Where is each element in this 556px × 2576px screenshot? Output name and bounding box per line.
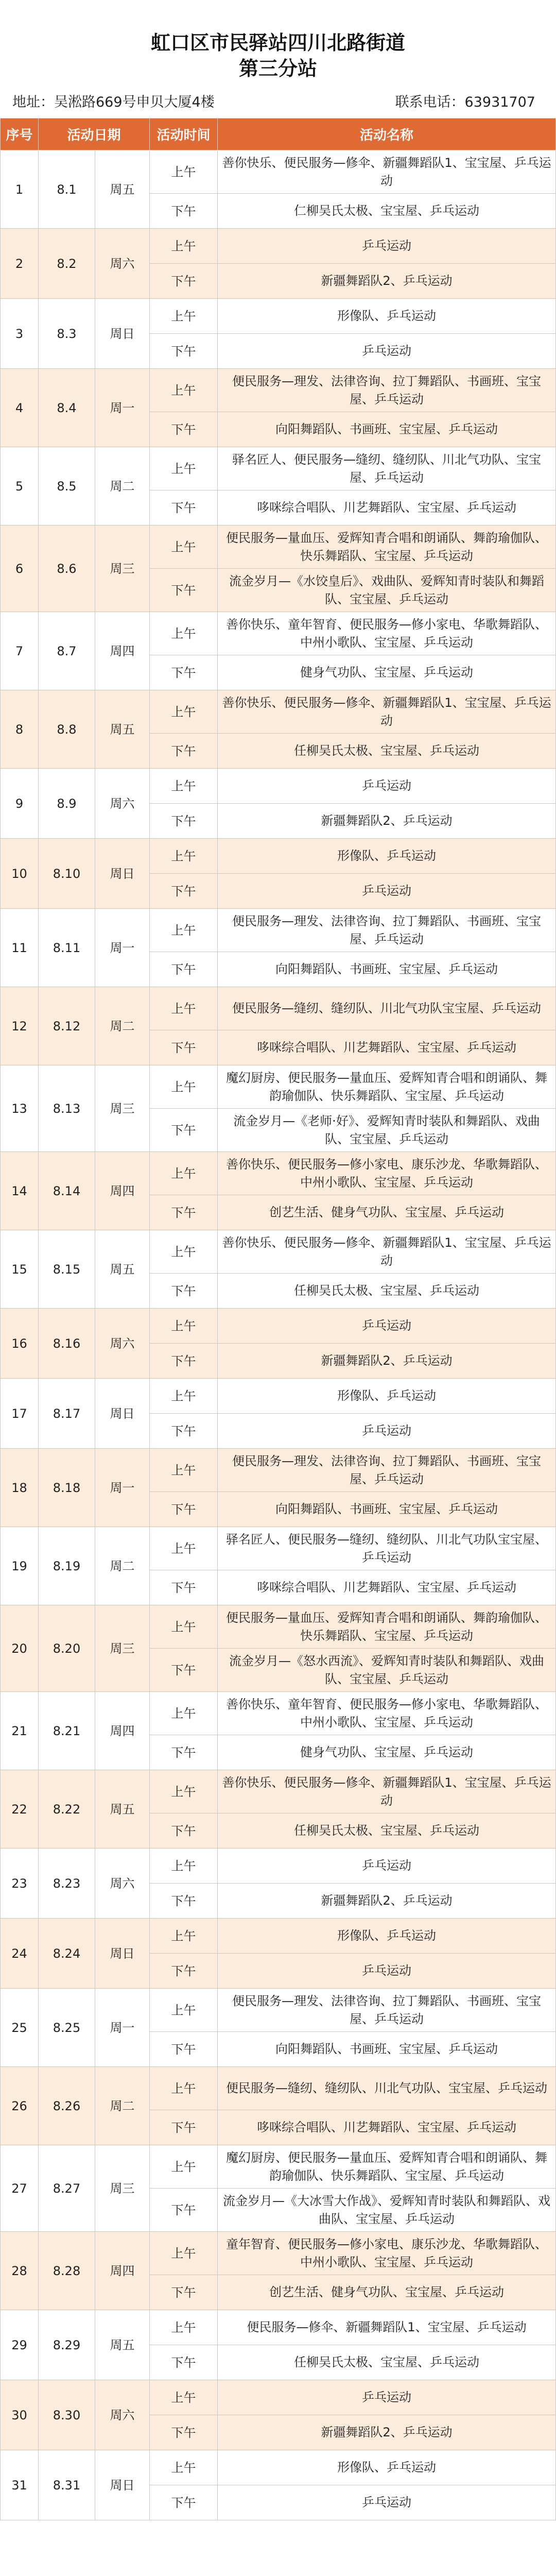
time-cell-am: 上午	[150, 2232, 218, 2275]
activity-cell-pm: 乒乓运动	[218, 874, 556, 909]
activity-cell-pm: 乒乓运动	[218, 1954, 556, 1989]
date-cell: 8.24	[39, 1919, 95, 1989]
no-cell: 7	[1, 612, 39, 690]
activity-cell-pm: 哆咪综合唱队、川艺舞蹈队、宝宝屋、乒乓运动	[218, 1030, 556, 1065]
time-cell-am: 上午	[150, 2450, 218, 2485]
date-cell: 8.14	[39, 1152, 95, 1230]
table-row	[1, 1770, 556, 1814]
activity-cell-am: 乒乓运动	[218, 1309, 556, 1344]
table-row	[1, 839, 556, 874]
table-row	[1, 769, 556, 804]
time-cell-am: 上午	[150, 526, 218, 569]
time-cell-pm: 下午	[150, 1344, 218, 1379]
activity-cell-am: 善你快乐、童年智育、便民服务—修小家电、华歌舞蹈队、中州小歌队、宝宝屋、乒乓运动	[218, 1692, 556, 1735]
activity-cell-pm: 新疆舞蹈队2、乒乓运动	[218, 1884, 556, 1919]
activity-cell-am: 便民服务—量血压、爱辉知青合唱和朗诵队、舞韵瑜伽队、快乐舞蹈队、宝宝屋、乒乓运动	[218, 1605, 556, 1649]
activity-cell-pm: 哆咪综合唱队、川艺舞蹈队、宝宝屋、乒乓运动	[218, 2110, 556, 2145]
time-cell-pm: 下午	[150, 952, 218, 987]
date-cell: 8.25	[39, 1989, 95, 2067]
time-cell-am: 上午	[150, 909, 218, 952]
no-cell: 17	[1, 1379, 39, 1449]
time-cell-am: 上午	[150, 2380, 218, 2415]
table-row	[1, 1692, 556, 1735]
activity-cell-am: 便民服务—理发、法律咨询、拉丁舞蹈队、书画班、宝宝屋、乒乓运动	[218, 909, 556, 952]
no-cell: 18	[1, 1449, 39, 1527]
date-cell: 8.9	[39, 769, 95, 839]
date-cell: 8.31	[39, 2450, 95, 2520]
weekday-cell: 周二	[95, 987, 150, 1065]
date-cell: 8.28	[39, 2232, 95, 2310]
date-cell: 8.19	[39, 1527, 95, 1605]
page-subtitle: 第三分站	[238, 57, 317, 80]
activity-cell-pm: 任柳吴氏太极、宝宝屋、乒乓运动	[218, 734, 556, 769]
no-cell: 6	[1, 526, 39, 612]
time-cell-am: 上午	[150, 2310, 218, 2345]
weekday-cell: 周二	[95, 1527, 150, 1605]
activity-cell-am: 善你快乐、便民服务—修伞、新疆舞蹈队1、宝宝屋、乒乓运动	[218, 150, 556, 194]
table-row	[1, 2380, 556, 2415]
info-bar	[0, 81, 556, 118]
activity-cell-pm: 健身气功队、宝宝屋、乒乓运动	[218, 1735, 556, 1770]
phone-text: 联系电话：63931707	[395, 94, 535, 110]
time-cell-am: 上午	[150, 447, 218, 490]
activity-cell-pm: 创艺生活、健身气功队、宝宝屋、乒乓运动	[218, 2275, 556, 2310]
activity-cell-pm: 任柳吴氏太极、宝宝屋、乒乓运动	[218, 1274, 556, 1309]
weekday-cell: 周五	[95, 1230, 150, 1309]
time-cell-pm: 下午	[150, 1109, 218, 1152]
time-cell-pm: 下午	[150, 1884, 218, 1919]
no-cell: 4	[1, 369, 39, 447]
weekday-cell: 周六	[95, 1849, 150, 1919]
time-cell-pm: 下午	[150, 490, 218, 526]
no-cell: 14	[1, 1152, 39, 1230]
activity-cell-am: 便民服务—理发、法律咨询、拉丁舞蹈队、书画班、宝宝屋、乒乓运动	[218, 369, 556, 412]
time-cell-pm: 下午	[150, 264, 218, 299]
activity-cell-pm: 流金岁月—《水饺皇后》、戏曲队、爱辉知青时装队和舞蹈队、宝宝屋、乒乓运动	[218, 569, 556, 612]
activity-cell-am: 形像队、乒乓运动	[218, 2450, 556, 2485]
weekday-cell: 周四	[95, 1152, 150, 1230]
weekday-cell: 周日	[95, 839, 150, 909]
no-cell: 8	[1, 690, 39, 769]
weekday-cell: 周二	[95, 447, 150, 526]
weekday-cell: 周一	[95, 909, 150, 987]
date-cell: 8.26	[39, 2067, 95, 2145]
table-row	[1, 1230, 556, 1274]
time-cell-pm: 下午	[150, 655, 218, 690]
no-cell: 1	[1, 150, 39, 229]
table-row	[1, 690, 556, 734]
table-row	[1, 150, 556, 194]
date-cell: 8.27	[39, 2145, 95, 2232]
weekday-cell: 周四	[95, 612, 150, 690]
activity-cell-am: 便民服务—修伞、新疆舞蹈队1、宝宝屋、乒乓运动	[218, 2310, 556, 2345]
activity-cell-am: 乒乓运动	[218, 769, 556, 804]
no-cell: 15	[1, 1230, 39, 1309]
table-row	[1, 1449, 556, 1492]
table-row	[1, 1849, 556, 1884]
time-cell-pm: 下午	[150, 734, 218, 769]
weekday-cell: 周日	[95, 299, 150, 369]
table-row	[1, 1379, 556, 1414]
time-cell-am: 上午	[150, 369, 218, 412]
activity-cell-am: 形像队、乒乓运动	[218, 839, 556, 874]
time-cell-pm: 下午	[150, 2345, 218, 2380]
activity-cell-am: 形像队、乒乓运动	[218, 299, 556, 334]
activity-cell-am: 便民服务—缝纫、缝纫队、川北气功队宝宝屋、乒乓运动	[218, 987, 556, 1030]
time-cell-pm: 下午	[150, 194, 218, 229]
table-row	[1, 1527, 556, 1570]
activity-cell-pm: 乒乓运动	[218, 334, 556, 369]
time-cell-am: 上午	[150, 1379, 218, 1414]
no-cell: 31	[1, 2450, 39, 2520]
table-row	[1, 909, 556, 952]
table-row	[1, 2145, 556, 2189]
date-cell: 8.2	[39, 229, 95, 299]
date-cell: 8.8	[39, 690, 95, 769]
date-cell: 8.29	[39, 2310, 95, 2380]
time-cell-pm: 下午	[150, 874, 218, 909]
table-row	[1, 447, 556, 490]
activity-cell-am: 善你快乐、便民服务—修小家电、康乐沙龙、华歌舞蹈队、中州小歌队、宝宝屋、乒乓运动	[218, 1152, 556, 1195]
weekday-cell: 周日	[95, 1919, 150, 1989]
date-cell: 8.18	[39, 1449, 95, 1527]
time-cell-pm: 下午	[150, 1954, 218, 1989]
time-cell-pm: 下午	[150, 1274, 218, 1309]
table-row	[1, 2450, 556, 2485]
date-cell: 8.6	[39, 526, 95, 612]
table-row	[1, 1919, 556, 1954]
date-cell: 8.3	[39, 299, 95, 369]
weekday-cell: 周五	[95, 1770, 150, 1849]
no-cell: 9	[1, 769, 39, 839]
activity-cell-am: 便民服务—量血压、爱辉知青合唱和朗诵队、舞韵瑜伽队、快乐舞蹈队、宝宝屋、乒乓运动	[218, 526, 556, 569]
no-cell: 19	[1, 1527, 39, 1605]
table-row	[1, 299, 556, 334]
time-cell-am: 上午	[150, 769, 218, 804]
table-row	[1, 2067, 556, 2110]
activity-cell-pm: 乒乓运动	[218, 1414, 556, 1449]
activity-cell-am: 乒乓运动	[218, 2380, 556, 2415]
weekday-cell: 周日	[95, 1379, 150, 1449]
time-cell-am: 上午	[150, 690, 218, 734]
table-row	[1, 369, 556, 412]
table-row	[1, 612, 556, 655]
table-row	[1, 2310, 556, 2345]
page-title: 虹口区市民驿站四川北路街道	[150, 31, 405, 54]
no-cell: 25	[1, 1989, 39, 2067]
no-cell: 29	[1, 2310, 39, 2380]
time-cell-pm: 下午	[150, 2189, 218, 2232]
activity-cell-pm: 新疆舞蹈队2、乒乓运动	[218, 1344, 556, 1379]
date-cell: 8.23	[39, 1849, 95, 1919]
no-cell: 16	[1, 1309, 39, 1379]
activity-cell-am: 乒乓运动	[218, 229, 556, 264]
weekday-cell: 周五	[95, 690, 150, 769]
table-row	[1, 1309, 556, 1344]
weekday-cell: 周一	[95, 1449, 150, 1527]
header-date: 活动日期	[39, 118, 150, 150]
time-cell-pm: 下午	[150, 1492, 218, 1527]
activity-cell-am: 便民服务—理发、法律咨询、拉丁舞蹈队、书画班、宝宝屋、乒乓运动	[218, 1449, 556, 1492]
weekday-cell: 周三	[95, 526, 150, 612]
date-cell: 8.13	[39, 1065, 95, 1152]
date-cell: 8.16	[39, 1309, 95, 1379]
weekday-cell: 周日	[95, 2450, 150, 2520]
weekday-cell: 周四	[95, 2232, 150, 2310]
weekday-cell: 周六	[95, 229, 150, 299]
date-cell: 8.5	[39, 447, 95, 526]
activity-cell-pm: 仁柳吴氏太极、宝宝屋、乒乓运动	[218, 194, 556, 229]
table-row	[1, 526, 556, 569]
header-activity: 活动名称	[218, 118, 556, 150]
activity-cell-pm: 流金岁月—《怒水西流》、爱辉知青时装队和舞蹈队、戏曲队、宝宝屋、乒乓运动	[218, 1649, 556, 1692]
time-cell-am: 上午	[150, 612, 218, 655]
table-row	[1, 1152, 556, 1195]
time-cell-pm: 下午	[150, 2415, 218, 2450]
time-cell-am: 上午	[150, 1152, 218, 1195]
activity-cell-am: 魔幻厨房、便民服务—量血压、爱辉知青合唱和朗诵队、舞韵瑜伽队、快乐舞蹈队、宝宝屋、乒乓运动	[218, 2145, 556, 2189]
activity-cell-pm: 流金岁月—《老师·好》、爱辉知青时装队和舞蹈队、戏曲队、宝宝屋、乒乓运动	[218, 1109, 556, 1152]
activity-cell-am: 童年智育、便民服务—修小家电、康乐沙龙、华歌舞蹈队、中州小歌队、宝宝屋、乒乓运动	[218, 2232, 556, 2275]
time-cell-am: 上午	[150, 1849, 218, 1884]
activity-cell-pm: 乒乓运动	[218, 2485, 556, 2520]
no-cell: 20	[1, 1605, 39, 1692]
time-cell-am: 上午	[150, 1919, 218, 1954]
time-cell-am: 上午	[150, 299, 218, 334]
no-cell: 2	[1, 229, 39, 299]
weekday-cell: 周三	[95, 2145, 150, 2232]
time-cell-am: 上午	[150, 1605, 218, 1649]
no-cell: 11	[1, 909, 39, 987]
time-cell-pm: 下午	[150, 1735, 218, 1770]
time-cell-am: 上午	[150, 1309, 218, 1344]
time-cell-am: 上午	[150, 1449, 218, 1492]
table-row	[1, 1989, 556, 2032]
activity-cell-pm: 向阳舞蹈队、书画班、宝宝屋、乒乓运动	[218, 2032, 556, 2067]
activity-cell-pm: 健身气功队、宝宝屋、乒乓运动	[218, 655, 556, 690]
weekday-cell: 周五	[95, 2310, 150, 2380]
time-cell-am: 上午	[150, 1770, 218, 1814]
table-row	[1, 1605, 556, 1649]
activity-cell-am: 便民服务—理发、法律咨询、拉丁舞蹈队、书画班、宝宝屋、乒乓运动	[218, 1989, 556, 2032]
no-cell: 13	[1, 1065, 39, 1152]
time-cell-pm: 下午	[150, 1030, 218, 1065]
no-cell: 28	[1, 2232, 39, 2310]
no-cell: 24	[1, 1919, 39, 1989]
no-cell: 21	[1, 1692, 39, 1770]
activity-cell-am: 魔幻厨房、便民服务—量血压、爱辉知青合唱和朗诵队、舞韵瑜伽队、快乐舞蹈队、宝宝屋、乒乓运动	[218, 1065, 556, 1109]
time-cell-am: 上午	[150, 1692, 218, 1735]
date-cell: 8.15	[39, 1230, 95, 1309]
time-cell-pm: 下午	[150, 2110, 218, 2145]
weekday-cell: 周六	[95, 2380, 150, 2450]
time-cell-am: 上午	[150, 150, 218, 194]
header-no: 序号	[1, 118, 39, 150]
schedule-body	[1, 150, 556, 2520]
activity-cell-pm: 向阳舞蹈队、书画班、宝宝屋、乒乓运动	[218, 952, 556, 987]
table-row	[1, 229, 556, 264]
weekday-cell: 周二	[95, 2067, 150, 2145]
time-cell-am: 上午	[150, 229, 218, 264]
date-cell: 8.20	[39, 1605, 95, 1692]
table-row	[1, 2232, 556, 2275]
header-time: 活动时间	[150, 118, 218, 150]
time-cell-am: 上午	[150, 2145, 218, 2189]
activity-cell-am: 便民服务—缝纫、缝纫队、川北气功队、宝宝屋、乒乓运动	[218, 2067, 556, 2110]
address-text: 地址：吴淞路669号申贝大厦4楼	[12, 94, 215, 110]
no-cell: 26	[1, 2067, 39, 2145]
date-cell: 8.7	[39, 612, 95, 690]
activity-cell-pm: 任柳吴氏太极、宝宝屋、乒乓运动	[218, 1814, 556, 1849]
time-cell-pm: 下午	[150, 2275, 218, 2310]
activity-cell-pm: 向阳舞蹈队、书画班、宝宝屋、乒乓运动	[218, 1492, 556, 1527]
date-cell: 8.30	[39, 2380, 95, 2450]
activity-cell-am: 形像队、乒乓运动	[218, 1379, 556, 1414]
weekday-cell: 周三	[95, 1605, 150, 1692]
activity-cell-am: 善你快乐、便民服务—修伞、新疆舞蹈队1、宝宝屋、乒乓运动	[218, 1770, 556, 1814]
date-cell: 8.10	[39, 839, 95, 909]
time-cell-pm: 下午	[150, 1414, 218, 1449]
time-cell-pm: 下午	[150, 1649, 218, 1692]
weekday-cell: 周五	[95, 150, 150, 229]
table-header-row	[1, 118, 556, 150]
time-cell-pm: 下午	[150, 1570, 218, 1605]
activity-cell-pm: 流金岁月—《大冰雪大作战》、爱辉知青时装队和舞蹈队、戏曲队、宝宝屋、乒乓运动	[218, 2189, 556, 2232]
weekday-cell: 周三	[95, 1065, 150, 1152]
activity-cell-am: 善你快乐、便民服务—修伞、新疆舞蹈队1、宝宝屋、乒乓运动	[218, 690, 556, 734]
date-cell: 8.4	[39, 369, 95, 447]
time-cell-am: 上午	[150, 1230, 218, 1274]
date-cell: 8.17	[39, 1379, 95, 1449]
time-cell-pm: 下午	[150, 2485, 218, 2520]
time-cell-am: 上午	[150, 2067, 218, 2110]
activity-cell-am: 形像队、乒乓运动	[218, 1919, 556, 1954]
table-row	[1, 1065, 556, 1109]
weekday-cell: 周四	[95, 1692, 150, 1770]
no-cell: 23	[1, 1849, 39, 1919]
activity-cell-pm: 新疆舞蹈队2、乒乓运动	[218, 264, 556, 299]
weekday-cell: 周一	[95, 369, 150, 447]
no-cell: 3	[1, 299, 39, 369]
weekday-cell: 周六	[95, 1309, 150, 1379]
date-cell: 8.11	[39, 909, 95, 987]
activity-cell-am: 善你快乐、便民服务—修伞、新疆舞蹈队1、宝宝屋、乒乓运动	[218, 1230, 556, 1274]
time-cell-am: 上午	[150, 987, 218, 1030]
weekday-cell: 周六	[95, 769, 150, 839]
time-cell-pm: 下午	[150, 804, 218, 839]
no-cell: 10	[1, 839, 39, 909]
activity-cell-pm: 创艺生活、健身气功队、宝宝屋、乒乓运动	[218, 1195, 556, 1230]
schedule-table	[0, 118, 556, 2520]
weekday-cell: 周一	[95, 1989, 150, 2067]
time-cell-pm: 下午	[150, 412, 218, 447]
time-cell-am: 上午	[150, 839, 218, 874]
time-cell-pm: 下午	[150, 334, 218, 369]
date-cell: 8.21	[39, 1692, 95, 1770]
activity-cell-pm: 任柳吴氏太极、宝宝屋、乒乓运动	[218, 2345, 556, 2380]
activity-cell-am: 驿名匠人、便民服务—缝纫、缝纫队、川北气功队宝宝屋、乒乓运动	[218, 1527, 556, 1570]
time-cell-pm: 下午	[150, 569, 218, 612]
activity-cell-pm: 新疆舞蹈队2、乒乓运动	[218, 804, 556, 839]
date-cell: 8.22	[39, 1770, 95, 1849]
time-cell-am: 上午	[150, 1065, 218, 1109]
no-cell: 22	[1, 1770, 39, 1849]
time-cell-am: 上午	[150, 1527, 218, 1570]
table-row	[1, 987, 556, 1030]
date-cell: 8.1	[39, 150, 95, 229]
time-cell-pm: 下午	[150, 1814, 218, 1849]
activity-cell-pm: 哆咪综合唱队、川艺舞蹈队、宝宝屋、乒乓运动	[218, 1570, 556, 1605]
activity-cell-pm: 向阳舞蹈队、书画班、宝宝屋、乒乓运动	[218, 412, 556, 447]
activity-cell-am: 善你快乐、童年智育、便民服务—修小家电、华歌舞蹈队、中州小歌队、宝宝屋、乒乓运动	[218, 612, 556, 655]
date-cell: 8.12	[39, 987, 95, 1065]
activity-cell-am: 驿名匠人、便民服务—缝纫、缝纫队、川北气功队、宝宝屋、乒乓运动	[218, 447, 556, 490]
no-cell: 27	[1, 2145, 39, 2232]
time-cell-am: 上午	[150, 1989, 218, 2032]
activity-cell-pm: 哆咪综合唱队、川艺舞蹈队、宝宝屋、乒乓运动	[218, 490, 556, 526]
time-cell-pm: 下午	[150, 2032, 218, 2067]
no-cell: 30	[1, 2380, 39, 2450]
no-cell: 5	[1, 447, 39, 526]
activity-cell-am: 乒乓运动	[218, 1849, 556, 1884]
activity-cell-pm: 新疆舞蹈队2、乒乓运动	[218, 2415, 556, 2450]
no-cell: 12	[1, 987, 39, 1065]
time-cell-pm: 下午	[150, 1195, 218, 1230]
